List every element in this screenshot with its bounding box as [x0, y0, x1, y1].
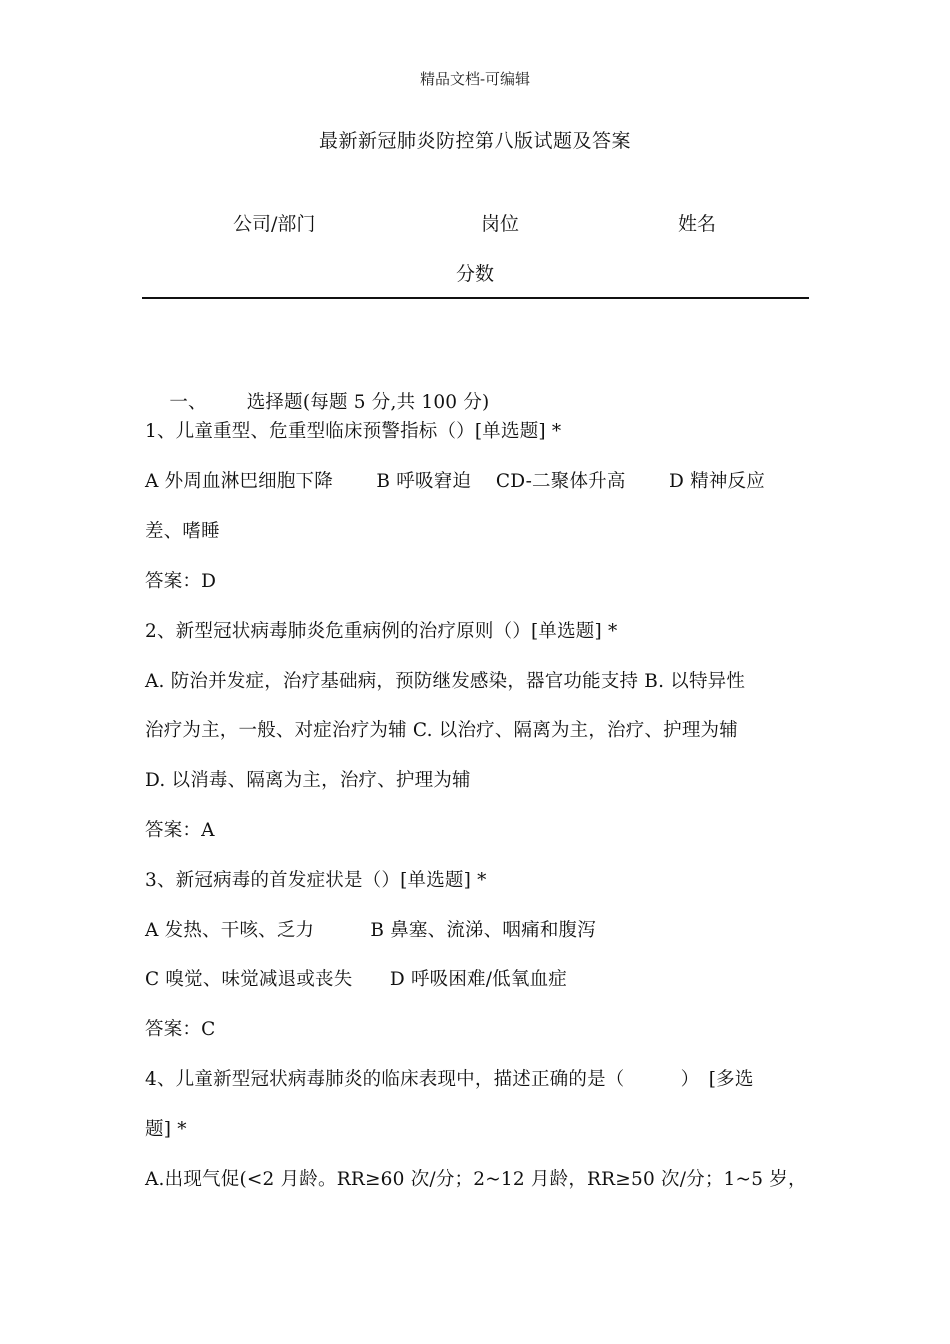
header-divider	[142, 297, 809, 299]
position-field-label: 岗位	[481, 213, 520, 235]
q1-options-line2: 差、嗜睡	[145, 521, 220, 542]
q4-stem-line2: 题] *	[145, 1119, 187, 1140]
q3-answer: 答案：C	[145, 1019, 216, 1040]
q4-stem-line1: 4、儿童新型冠状病毒肺炎的临床表现中，描述正确的是（ ） [多选	[145, 1069, 754, 1090]
q2-stem: 2、新型冠状病毒肺炎危重病例的治疗原则（）[单选题] *	[145, 621, 618, 642]
q2-options-line2: 治疗为主，一般、对症治疗为辅 C. 以治疗、隔离为主，治疗、护理为辅	[145, 720, 738, 741]
name-field-label: 姓名	[678, 213, 717, 235]
page-header: 精品文档-可编辑	[419, 70, 531, 88]
section-text: 选择题(每题 5 分,共 100 分)	[246, 392, 490, 413]
q3-options-line2: C 嗅觉、味觉减退或丧失 D 呼吸困难/低氧血症	[145, 969, 567, 990]
q1-answer: 答案：D	[145, 571, 217, 592]
q2-answer: 答案：A	[145, 820, 215, 841]
company-field-label: 公司/部门	[233, 213, 316, 235]
q1-stem: 1、儿童重型、危重型临床预警指标（）[单选题] *	[145, 421, 562, 442]
q1-options-line1: A 外周血淋巴细胞下降 B 呼吸窘迫 CD-二聚体升高 D 精神反应	[145, 471, 765, 492]
section-number: 一、	[169, 392, 207, 413]
q3-options-line1: A 发热、干咳、乏力 B 鼻塞、流涕、咽痛和腹泻	[145, 920, 596, 941]
q3-stem: 3、新冠病毒的首发症状是（）[单选题] *	[145, 870, 487, 891]
document-title: 最新新冠肺炎防控第八版试题及答案	[318, 130, 631, 152]
q2-options-line3: D. 以消毒、隔离为主，治疗、护理为辅	[145, 770, 471, 791]
q4-options-line1: A.出现气促(<2 月龄。RR≥60 次/分；2~12 月龄，RR≥50 次/分；1~5 岁，	[145, 1169, 807, 1190]
score-field-label: 分数	[456, 263, 495, 285]
q2-options-line1: A. 防治并发症，治疗基础病，预防继发感染，器官功能支持 B. 以特异性	[145, 671, 746, 692]
